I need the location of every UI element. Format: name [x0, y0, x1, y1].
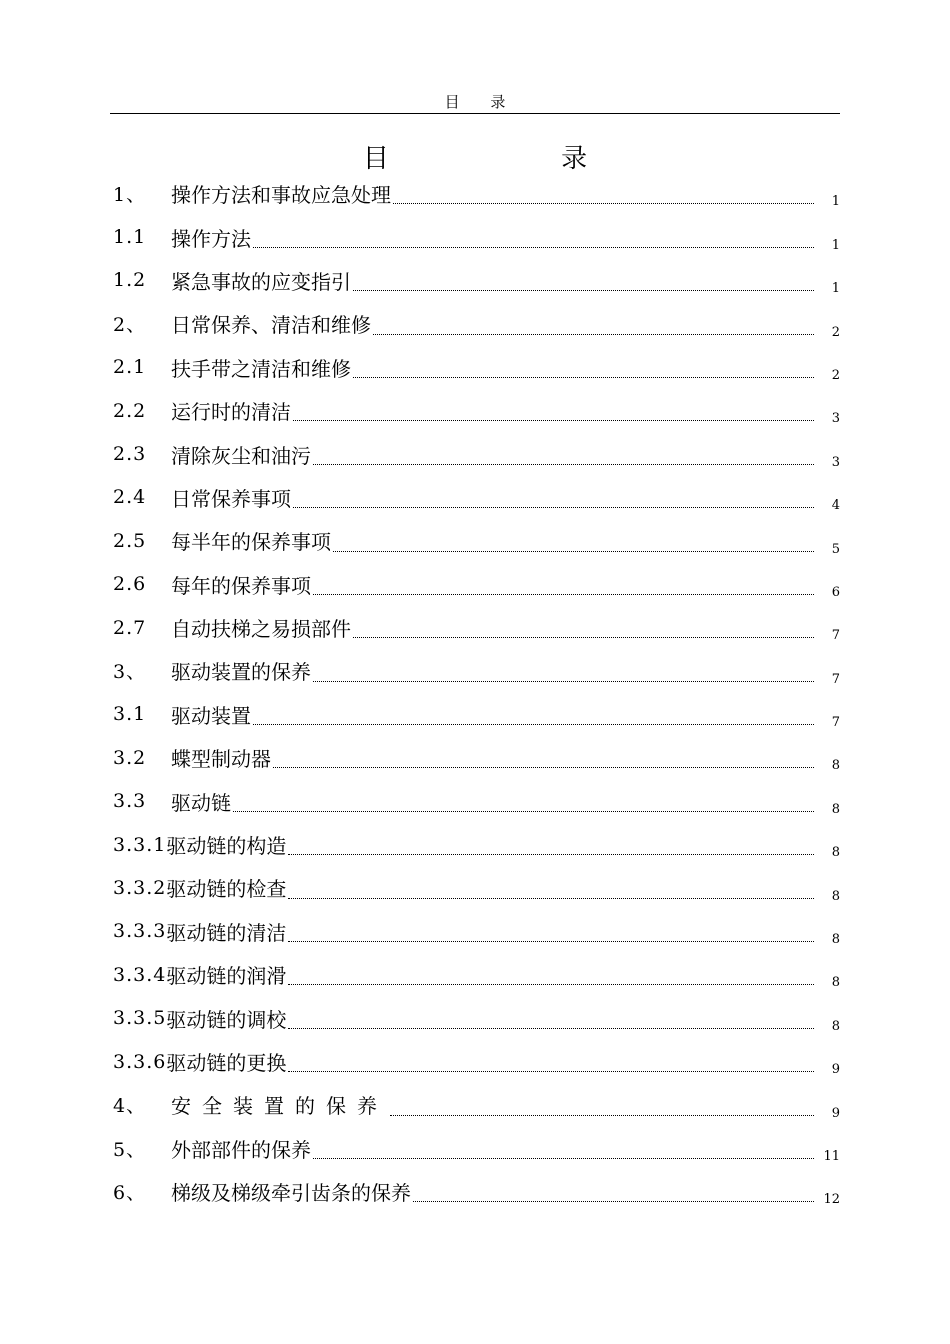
toc-entry[interactable] [113, 519, 840, 562]
toc-dot-leader [253, 724, 814, 725]
toc-entry-label: 自动扶梯之易损部件 [171, 617, 351, 642]
toc-dot-leader [353, 290, 814, 291]
toc-entry-number: 2.7 [113, 616, 147, 639]
toc-entry-page: 7 [831, 628, 840, 644]
toc-dot-leader [413, 1201, 814, 1202]
toc-entry[interactable] [113, 823, 840, 866]
toc-entry-page: 7 [831, 671, 840, 687]
toc-dot-leader [253, 247, 814, 248]
toc-title: 目 录 [362, 144, 670, 174]
toc-entry-label: 驱动装置的保养 [171, 660, 311, 685]
header-rule [110, 113, 840, 114]
toc-entry[interactable] [113, 606, 840, 649]
toc-dot-leader [313, 681, 814, 682]
toc-entry-label: 运行时的清洁 [171, 400, 291, 425]
toc-entry[interactable] [113, 866, 840, 909]
toc-dot-leader [333, 551, 814, 552]
toc-entry-number: 3.1 [113, 703, 147, 726]
toc-entry-number: 3.3.5 [113, 1007, 167, 1030]
toc-entry-page: 8 [831, 758, 840, 774]
toc-entry[interactable] [113, 432, 840, 475]
toc-entry-page: 7 [831, 715, 840, 731]
toc-dot-leader [288, 898, 814, 899]
toc-list [113, 172, 840, 1213]
toc-entry-label: 梯级及梯级牵引齿条的保养 [171, 1181, 411, 1206]
toc-entry-label: 驱动链 [171, 790, 231, 815]
toc-entry-page: 3 [831, 454, 840, 470]
toc-entry-number: 4、 [113, 1095, 147, 1118]
toc-dot-leader [233, 811, 814, 812]
toc-entry-label: 外部部件的保养 [171, 1137, 311, 1162]
toc-entry-number: 1.2 [113, 269, 147, 292]
running-header: 目 录 [444, 93, 519, 111]
toc-entry-number: 2、 [113, 314, 147, 337]
toc-entry-number: 3.3.2 [113, 876, 167, 899]
toc-entry-page: 6 [831, 584, 840, 600]
toc-dot-leader [353, 637, 814, 638]
toc-dot-leader [288, 984, 814, 985]
toc-dot-leader [390, 1115, 814, 1116]
toc-entry[interactable] [113, 259, 840, 302]
toc-entry[interactable] [113, 779, 840, 822]
toc-dot-leader [293, 420, 814, 421]
toc-entry-label: 每半年的保养事项 [171, 530, 331, 555]
toc-dot-leader [393, 203, 814, 204]
toc-entry-number: 2.1 [113, 356, 147, 379]
toc-entry-label: 驱动链的更换 [166, 1051, 287, 1075]
toc-entry-page: 1 [831, 281, 840, 297]
toc-entry-number: 2.3 [113, 443, 147, 466]
toc-entry[interactable] [113, 649, 840, 692]
toc-entry[interactable] [113, 910, 840, 953]
toc-entry-label: 安全装置的保养 [171, 1094, 388, 1119]
toc-entry-label: 操作方法 [171, 226, 251, 251]
toc-entry-page: 8 [831, 975, 840, 991]
toc-entry-page: 5 [831, 541, 840, 557]
toc-entry-page: 4 [831, 498, 840, 514]
toc-entry-label: 驱动装置 [171, 703, 251, 728]
toc-entry-number: 2.6 [113, 573, 147, 596]
toc-entry-page: 1 [831, 194, 840, 210]
toc-entry-page: 8 [831, 888, 840, 904]
toc-entry-number: 1、 [113, 184, 147, 207]
toc-entry-label: 日常保养、清洁和维修 [171, 313, 371, 338]
toc-entry-page: 8 [831, 932, 840, 948]
toc-entry-page: 8 [831, 801, 840, 817]
toc-dot-leader [288, 1028, 814, 1029]
toc-entry-number: 5、 [113, 1138, 147, 1161]
toc-entry-label: 驱动链的清洁 [166, 920, 287, 945]
toc-entry[interactable] [113, 1040, 840, 1083]
toc-entry-page: 1 [831, 237, 840, 253]
toc-entry[interactable] [113, 736, 840, 779]
toc-dot-leader [288, 854, 814, 855]
toc-entry-label: 蝶型制动器 [171, 747, 271, 772]
toc-entry-number: 6、 [113, 1182, 147, 1205]
toc-entry[interactable] [113, 172, 840, 215]
toc-entry[interactable] [113, 1170, 840, 1213]
toc-entry-number: 3.3 [113, 790, 147, 813]
toc-entry-label: 扶手带之清洁和维修 [171, 356, 351, 381]
toc-entry-number: 2.2 [113, 399, 147, 422]
toc-entry-page: 8 [831, 1018, 840, 1034]
toc-entry-page: 9 [831, 1105, 840, 1121]
toc-entry-number: 3.2 [113, 746, 147, 769]
toc-entry-number: 2.4 [113, 486, 147, 509]
toc-entry[interactable] [113, 1083, 840, 1126]
toc-entry-number: 3.3.4 [113, 963, 167, 986]
toc-entry-number: 2.5 [113, 529, 147, 552]
toc-entry-label: 驱动链的调校 [166, 1007, 287, 1032]
toc-entry[interactable] [113, 215, 840, 258]
toc-entry-label: 每年的保养事项 [171, 573, 311, 598]
toc-entry-label: 驱动链的润滑 [166, 964, 287, 989]
toc-entry[interactable] [113, 563, 840, 606]
toc-entry-page: 11 [823, 1148, 840, 1164]
toc-dot-leader [313, 594, 814, 595]
toc-entry-page: 8 [831, 845, 840, 861]
toc-entry-number: 3.3.1 [113, 833, 167, 856]
toc-entry[interactable] [113, 693, 840, 736]
toc-dot-leader [273, 767, 814, 768]
toc-dot-leader [313, 1158, 814, 1159]
toc-entry-number: 3.3.3 [113, 920, 167, 943]
toc-entry-label: 驱动链的构造 [166, 834, 287, 859]
toc-entry-page: 12 [823, 1192, 840, 1208]
toc-entry-number: 3、 [113, 661, 147, 684]
toc-entry[interactable] [113, 996, 840, 1039]
toc-entry-label: 清除灰尘和油污 [171, 443, 311, 468]
toc-entry[interactable] [113, 389, 840, 432]
toc-entry-page: 3 [831, 411, 840, 427]
toc-dot-leader [288, 941, 814, 942]
toc-dot-leader [373, 334, 814, 335]
toc-entry[interactable] [113, 476, 840, 519]
toc-entry-label: 紧急事故的应变指引 [171, 269, 351, 294]
toc-dot-leader [313, 464, 814, 465]
toc-entry-page: 2 [831, 367, 840, 383]
toc-entry-label: 操作方法和事故应急处理 [171, 183, 391, 208]
toc-entry-label: 日常保养事项 [171, 486, 291, 511]
toc-entry[interactable] [113, 1127, 840, 1170]
toc-entry-page: 9 [831, 1062, 840, 1078]
toc-entry-number: 3.3.6 [113, 1050, 167, 1073]
toc-entry-page: 2 [831, 324, 840, 340]
toc-entry-label: 驱动链的检查 [166, 877, 287, 902]
toc-dot-leader [288, 1071, 814, 1072]
toc-dot-leader [353, 377, 814, 378]
toc-dot-leader [293, 507, 814, 508]
toc-entry[interactable] [113, 346, 840, 389]
toc-entry-number: 1.1 [113, 226, 147, 249]
toc-entry[interactable] [113, 953, 840, 996]
toc-entry[interactable] [113, 302, 840, 345]
